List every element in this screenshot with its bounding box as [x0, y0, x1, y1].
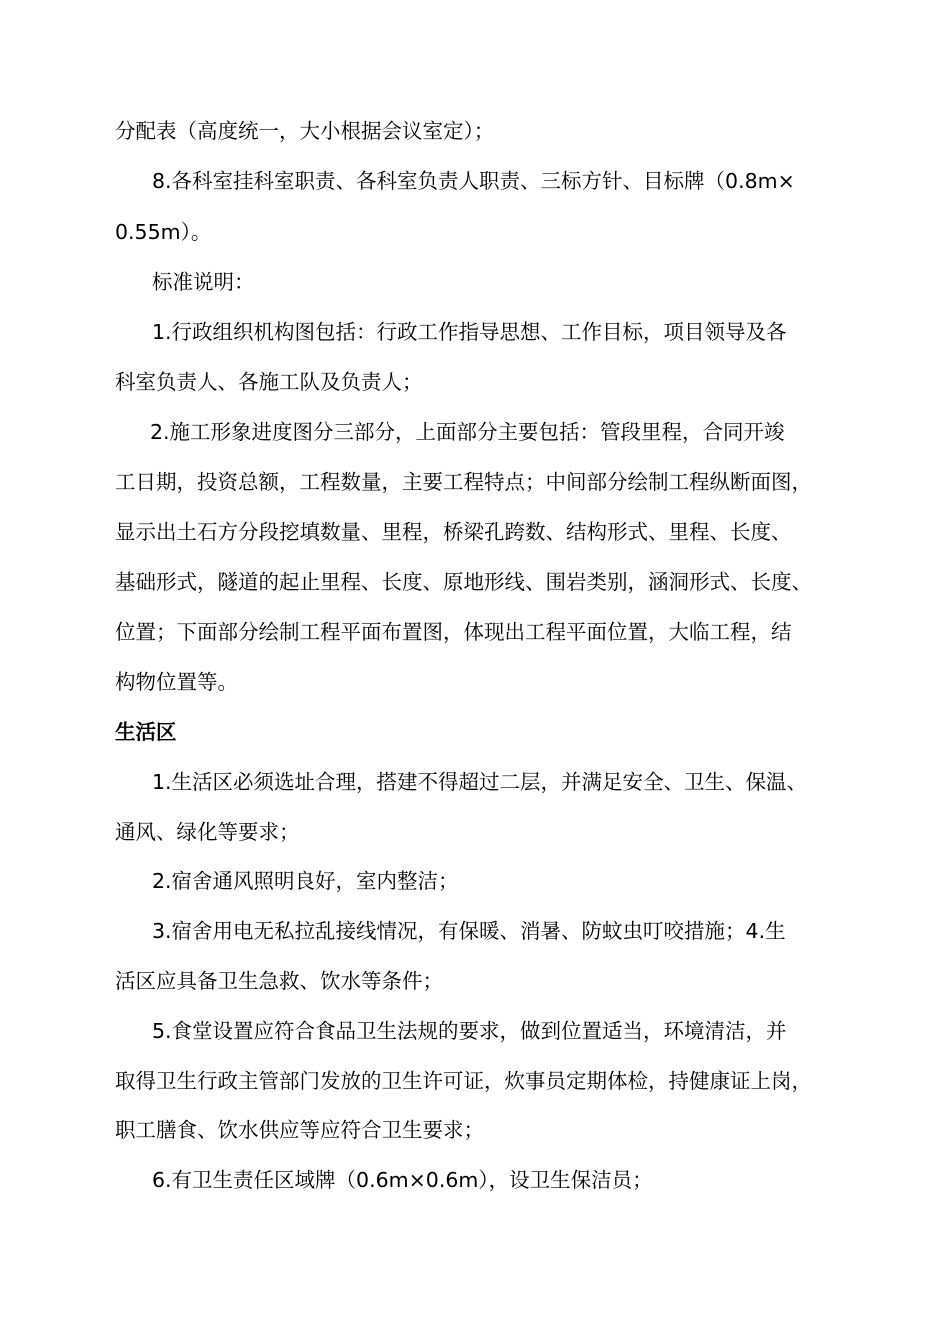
living-item-1-line-1: 1.生活区必须选址合理，搭建不得超过二层，并满足安全、卫生、保温、: [152, 770, 808, 794]
text-line-conference-table-end: 分配表（高度统一，大小根据会议室定）；: [115, 119, 495, 143]
note-1-line-2: 科室负责人、各施工队及负责人；: [115, 370, 423, 394]
living-item-5-line-1: 5.食堂设置应符合食品卫生法规的要求，做到位置适当，环境清洁，并: [152, 1019, 787, 1043]
note-2-line-4: 基础形式，隧道的起止里程、长度、原地形线、围岩类别，涵洞形式、长度、: [115, 570, 812, 594]
note-2-line-5: 位置；下面部分绘制工程平面布置图，体现出工程平面位置，大临工程，结: [115, 620, 792, 644]
note-1-line-1: 1.行政组织机构图包括：行政工作指导思想、工作目标，项目领导及各: [152, 320, 787, 344]
note-2-line-6: 构物位置等。: [115, 670, 238, 694]
standard-notes-label: 标准说明：: [152, 270, 255, 294]
living-item-4-line-2: 活区应具备卫生急救、饮水等条件；: [115, 969, 443, 993]
item-8-line-2: 0.55m）。: [115, 220, 212, 244]
section-heading-living-area: 生活区: [115, 720, 177, 744]
living-item-5-line-3: 职工膳食、饮水供应等应符合卫生要求；: [115, 1118, 484, 1142]
living-item-3-line-1: 3.宿舍用电无私拉乱接线情况，有保暖、消暑、防蚊虫叮咬措施；4.生: [152, 919, 786, 943]
item-8-line-1: 8.各科室挂科室职责、各科室负责人职责、三标方针、目标牌（0.8m×: [152, 169, 795, 193]
living-item-6: 6.有卫生责任区域牌（0.6m×0.6m），设卫生保洁员；: [152, 1168, 653, 1192]
living-item-2: 2.宿舍通风照明良好，室内整洁；: [152, 869, 459, 893]
living-item-5-line-2: 取得卫生行政主管部门发放的卫生许可证，炊事员定期体检，持健康证上岗，: [115, 1069, 812, 1093]
living-item-1-line-2: 通风、绿化等要求；: [115, 820, 300, 844]
note-2-line-2: 工日期，投资总额，工程数量，主要工程特点；中间部分绘制工程纵断面图，: [115, 470, 812, 494]
note-2-line-1: 2.施工形象进度图分三部分，上面部分主要包括：管段里程，合同开竣: [150, 420, 785, 444]
note-2-line-3: 显示出土石方分段挖填数量、里程，桥梁孔跨数、结构形式、里程、长度、: [115, 520, 792, 544]
